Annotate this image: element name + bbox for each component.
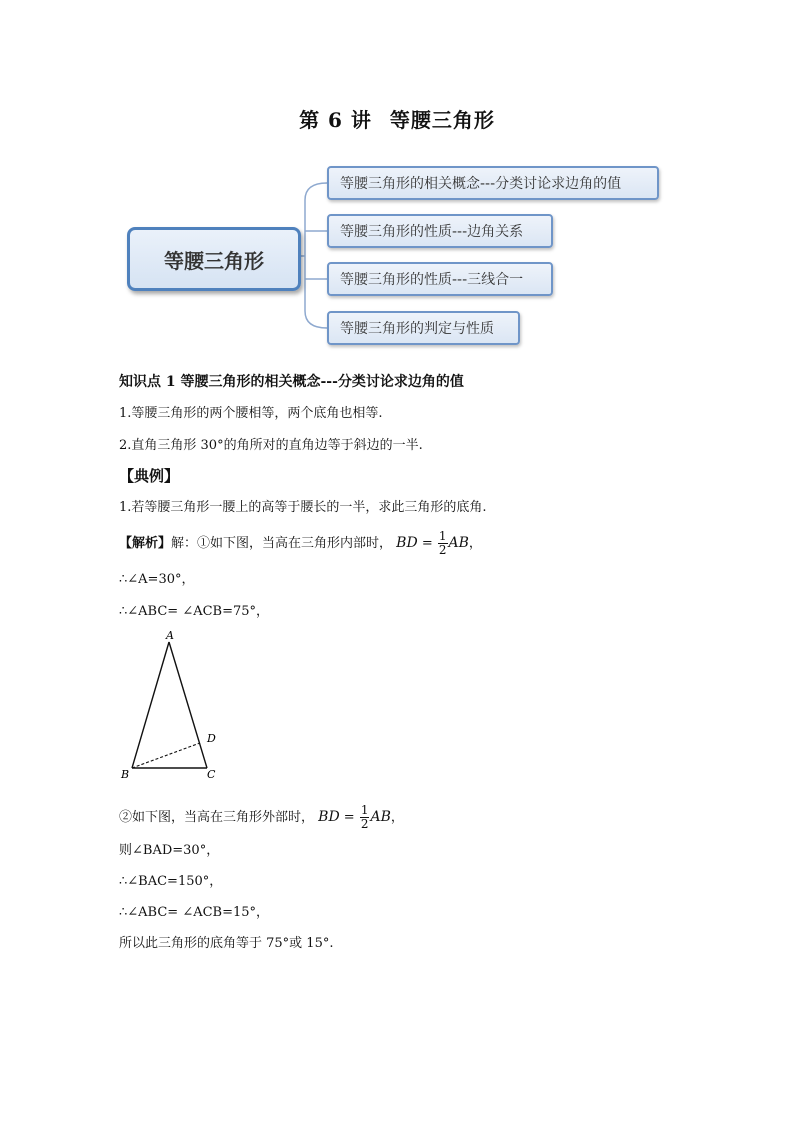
mindmap-branch-2: 等腰三角形的性质---边角关系	[327, 214, 553, 248]
case2-step-3: ∴∠ABC= ∠ACB=15°，	[119, 905, 270, 920]
fraction-denominator: 2	[438, 543, 447, 557]
formula-lhs: BD	[396, 535, 418, 551]
side-ac	[169, 642, 207, 768]
formula2-lhs: BD	[318, 809, 340, 825]
analysis-label: 【解析】	[119, 536, 172, 551]
case1-text: 解：①如下图，当高在三角形内部时，	[171, 536, 393, 551]
mindmap-branch-3: 等腰三角形的性质---三线合一	[327, 262, 553, 296]
label-d: D	[207, 732, 216, 745]
case1-line	[119, 530, 482, 557]
lesson-number: 第 6 讲	[299, 108, 372, 132]
case2-line	[119, 804, 404, 831]
formula2-rhs: AB	[370, 809, 391, 825]
point-1: 1.等腰三角形的两个腰相等，两个底角也相等.	[119, 406, 383, 421]
mindmap-branch-4: 等腰三角形的判定与性质	[327, 311, 520, 345]
case2-step-2: ∴∠BAC=150°，	[119, 874, 223, 889]
formula2-eq: =	[339, 810, 359, 825]
height-bd	[132, 743, 200, 768]
mindmap-root: 等腰三角形	[127, 227, 301, 291]
formula-eq: =	[417, 536, 437, 551]
conclusion: 所以此三角形的底角等于 75°或 15°.	[119, 936, 334, 951]
formula-tail: ，	[468, 536, 482, 551]
formula2-fraction	[360, 804, 370, 831]
label-c: C	[207, 768, 216, 781]
side-ab	[132, 642, 169, 768]
formula2-tail: ，	[390, 810, 404, 825]
example-label: 【典例】	[119, 467, 180, 485]
case1-step-1: ∴∠A=30°，	[119, 572, 195, 587]
section-heading: 知识点 1 等腰三角形的相关概念---分类讨论求边角的值	[119, 374, 464, 390]
question-text: 1.若等腰三角形一腰上的高等于腰长的一半，求此三角形的底角.	[119, 500, 487, 515]
formula-rhs: AB	[448, 535, 469, 551]
fraction2-denominator: 2	[360, 817, 369, 831]
label-b: B	[121, 768, 130, 781]
case1-step-2: ∴∠ABC= ∠ACB=75°，	[119, 604, 270, 619]
formula-fraction	[438, 530, 448, 557]
mindmap-branch-1: 等腰三角形的相关概念---分类讨论求边角的值	[327, 166, 659, 200]
fraction-numerator: 1	[438, 529, 447, 543]
label-a: A	[166, 629, 174, 642]
fraction2-numerator: 1	[360, 803, 369, 817]
case2-step-1: 则∠BAD=30°，	[119, 843, 220, 858]
triangle-figure	[115, 628, 225, 786]
lesson-topic: 等腰三角形	[389, 108, 495, 132]
point-2: 2.直角三角形 30°的角所对的直角边等于斜边的一半.	[119, 438, 423, 453]
case2-text: ②如下图，当高在三角形外部时，	[119, 810, 315, 825]
